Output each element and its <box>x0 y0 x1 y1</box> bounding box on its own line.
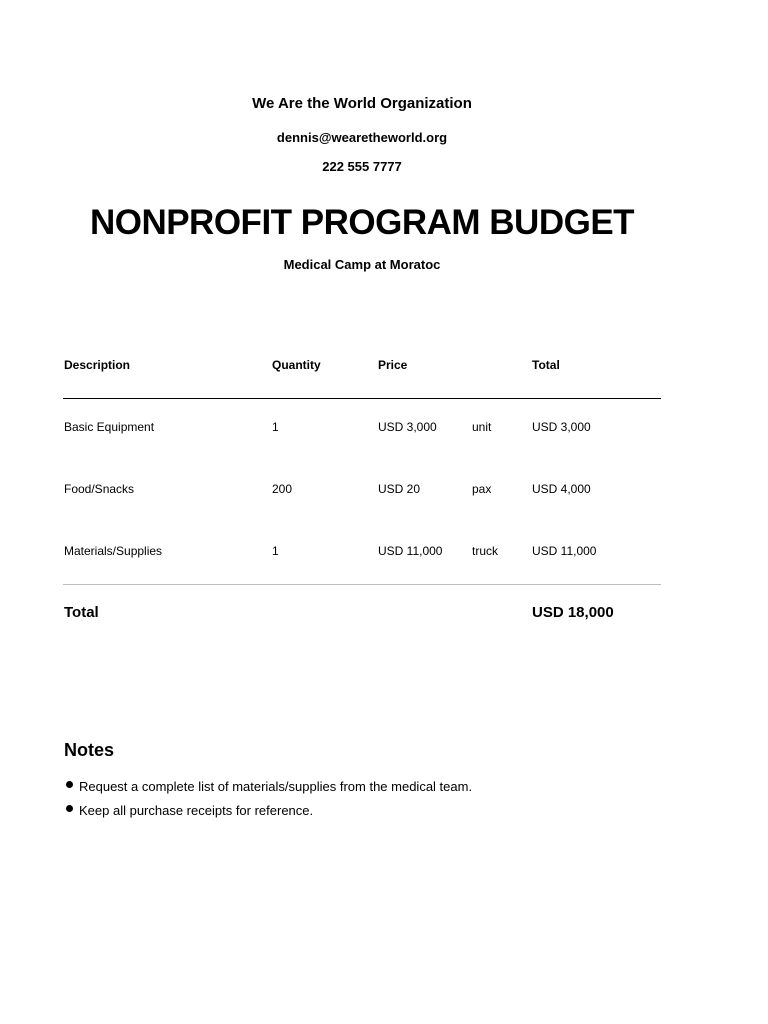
bullet-icon <box>66 805 73 812</box>
row-description: Food/Snacks <box>64 482 135 496</box>
note-text: Keep all purchase receipts for reference. <box>79 803 314 818</box>
row-quantity: 1 <box>272 420 279 434</box>
total-divider <box>63 584 661 585</box>
row-total: USD 11,000 <box>532 544 597 558</box>
row-unit: pax <box>472 482 492 496</box>
page-title: NONPROFIT PROGRAM BUDGET <box>89 203 635 242</box>
grand-total-value: USD 18,000 <box>532 604 614 621</box>
notes-heading: Notes <box>64 740 115 760</box>
row-quantity: 1 <box>272 544 279 558</box>
row-description: Materials/Supplies <box>64 544 163 558</box>
row-quantity: 200 <box>272 482 293 496</box>
contact-phone: 222 555 7777 <box>322 159 402 174</box>
column-header-description: Description <box>64 358 131 372</box>
grand-total-label: Total <box>64 604 99 621</box>
note-text: Request a complete list of materials/supplies from the medical team. <box>79 779 473 794</box>
row-unit: truck <box>472 544 499 558</box>
list-item <box>66 779 472 794</box>
organization-name: We Are the World Organization <box>252 95 472 112</box>
row-price: USD 3,000 <box>378 420 437 434</box>
program-subtitle: Medical Camp at Moratoc <box>283 257 441 272</box>
row-unit: unit <box>472 420 492 434</box>
list-item <box>66 803 313 818</box>
bullet-icon <box>66 781 73 788</box>
header-divider <box>63 398 661 399</box>
contact-email: dennis@wearetheworld.org <box>276 130 448 145</box>
column-header-total: Total <box>532 358 560 372</box>
row-total: USD 4,000 <box>532 482 591 496</box>
column-header-quantity: Quantity <box>272 358 321 372</box>
column-header-price: Price <box>378 358 408 372</box>
row-description: Basic Equipment <box>64 420 155 434</box>
row-total: USD 3,000 <box>532 420 591 434</box>
row-price: USD 11,000 <box>378 544 443 558</box>
row-price: USD 20 <box>378 482 421 496</box>
